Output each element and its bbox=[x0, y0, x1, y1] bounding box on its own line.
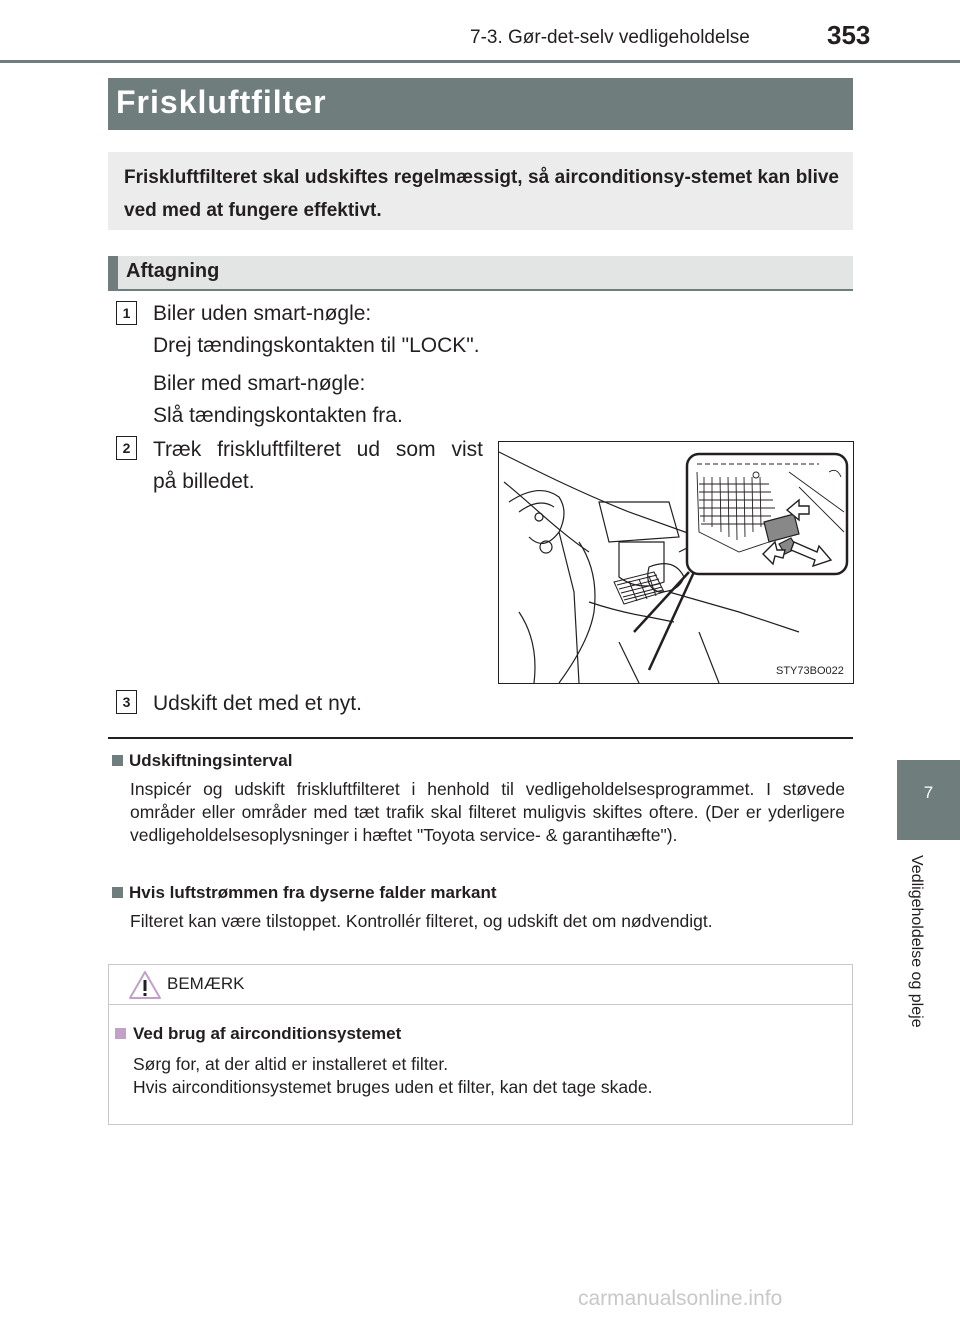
step-2-line-2: på billedet. bbox=[153, 470, 255, 493]
step-2-text bbox=[153, 434, 483, 498]
chapter-number: 7 bbox=[923, 783, 934, 802]
intro-text: Friskluftfilteret skal udskiftes regelmæssigt, så airconditionsy-stemet kan blive ved med at fungere effektivt. bbox=[124, 167, 839, 221]
bullet-square-icon bbox=[115, 1028, 126, 1039]
caution-line-2: Hvis airconditionsystemet bruges uden et filter, kan det tage skade. bbox=[133, 1077, 653, 1097]
step-1-line-4: Slå tændingskontakten fra. bbox=[153, 404, 403, 427]
step-2-line-1: Træk friskluftfilteret ud som vist bbox=[153, 438, 483, 461]
bullet-square-icon bbox=[112, 887, 123, 898]
watermark: carmanualsonline.info bbox=[578, 1287, 783, 1310]
running-header-section: 7-3. Gør-det-selv vedligeholdelse bbox=[470, 27, 750, 48]
section-heading-bar bbox=[108, 256, 853, 291]
caution-line-1: Sørg for, at der altid er installeret et filter. bbox=[133, 1054, 449, 1074]
note-2-body: Filteret kan være tilstoppet. Kontrollér filteret, og udskift det om nødvendigt. bbox=[130, 911, 713, 931]
filter-removal-illustration bbox=[498, 441, 854, 684]
step-1-line-3: Biler med smart-nøgle: bbox=[153, 372, 366, 395]
note-2-heading bbox=[112, 883, 497, 903]
caution-heading bbox=[115, 1024, 401, 1044]
section-divider bbox=[108, 737, 853, 739]
step-number-1: 1 bbox=[116, 301, 137, 325]
note-1-body: Inspicér og udskift friskluftfilteret i henhold til vedligeholdelsesprogrammet. I støvede områder eller områder med tæt trafik skal filteret muligvis skiftes oftere. (Der er yderligere vedligeholdelsesoplysninger i hæftet "Toyota service- & garantihæfte"). bbox=[130, 779, 845, 845]
page-number: 353 bbox=[827, 20, 871, 50]
note-2-heading-text: Hvis luftstrømmen fra dyserne falder markant bbox=[129, 883, 497, 902]
note-1-heading-text: Udskiftningsinterval bbox=[129, 751, 293, 770]
section-heading-accent bbox=[108, 256, 118, 291]
step-3-text bbox=[153, 688, 362, 720]
step-3-line-1: Udskift det med et nyt. bbox=[153, 692, 362, 715]
page-title: Friskluftfilter bbox=[116, 84, 327, 120]
caution-title: BEMÆRK bbox=[167, 974, 245, 993]
caution-body bbox=[133, 1053, 833, 1099]
note-1-heading bbox=[112, 751, 292, 771]
step-1-line-1: Biler uden smart-nøgle: bbox=[153, 302, 372, 325]
chapter-label: Vedligeholdelse og pleje bbox=[908, 855, 925, 1028]
step-1-text bbox=[153, 298, 480, 432]
header-rule bbox=[0, 60, 960, 63]
bullet-square-icon bbox=[112, 755, 123, 766]
step-1-line-2: Drej tændingskontakten til "LOCK". bbox=[153, 334, 480, 357]
step-number-2: 2 bbox=[116, 436, 137, 460]
warning-triangle-icon bbox=[128, 970, 162, 1005]
step-number-3: 3 bbox=[116, 690, 137, 714]
caution-heading-text: Ved brug af airconditionsystemet bbox=[133, 1024, 402, 1043]
section-heading: Aftagning bbox=[126, 260, 220, 282]
figure-code: STY73BO022 bbox=[776, 665, 844, 677]
